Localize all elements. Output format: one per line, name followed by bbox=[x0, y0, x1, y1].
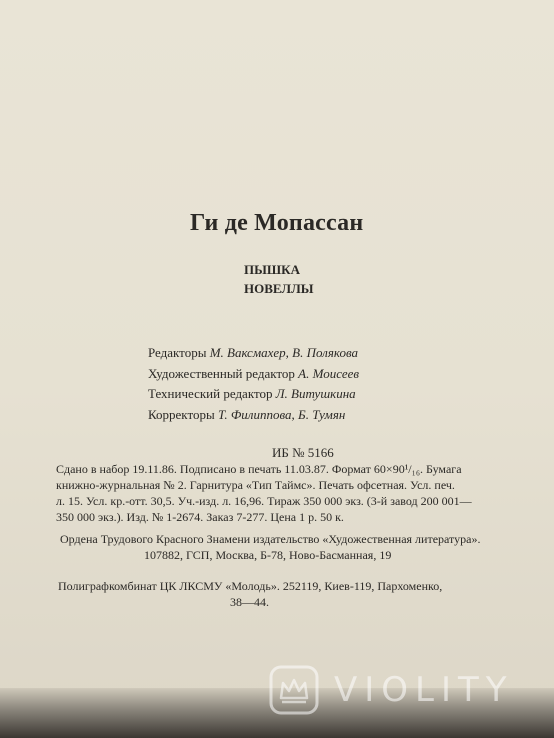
title-line-2: НОВЕЛЛЫ bbox=[244, 281, 314, 296]
print-info-line: книжно-журнальная № 2. Гарнитура «Тип Таймс». Печать офсетная. Усл. печ. bbox=[56, 478, 455, 492]
printer-line: 38—44. bbox=[230, 595, 269, 609]
publisher-block bbox=[60, 531, 480, 563]
author-name: Ги де Мопассан bbox=[190, 210, 364, 236]
credit-role: Художественный редактор bbox=[148, 365, 295, 381]
credits-block bbox=[148, 343, 359, 425]
book-title bbox=[244, 260, 314, 298]
watermark-text: VIOLITY bbox=[334, 670, 514, 710]
crown-logo-icon bbox=[268, 664, 320, 716]
publisher-line: Ордена Трудового Красного Знамени издательство «Художественная литература». bbox=[60, 532, 481, 546]
credit-names: А. Моисеев bbox=[298, 365, 360, 381]
credit-line bbox=[148, 405, 359, 426]
ib-number: ИБ № 5166 bbox=[272, 445, 334, 460]
print-info-line: Сдано в набор 19.11.86. Подписано в печать 11.03.87. Формат 60×90¹/₁₆. Бумага bbox=[56, 462, 462, 476]
credit-role: Корректоры bbox=[148, 406, 215, 422]
printer-line: Полиграфкомбинат ЦК ЛКСМУ «Молодь». 252119, Киев-119, Пархоменко, bbox=[58, 579, 443, 593]
credit-names: М. Ваксмахер, В. Полякова bbox=[209, 345, 359, 360]
print-info-line: л. 15. Усл. кр.-отт. 30,5. Уч.-изд. л. 16,96. Тираж 350 000 экз. (3-й завод 200 001— bbox=[56, 494, 472, 508]
credit-line bbox=[148, 364, 359, 385]
title-line-1: ПЫШКА bbox=[244, 262, 300, 277]
credit-line bbox=[148, 343, 359, 364]
credit-line bbox=[148, 384, 359, 405]
publisher-address: 107882, ГСП, Москва, Б-78, Ново-Басманная, 19 bbox=[144, 548, 392, 562]
printer-block bbox=[58, 578, 442, 610]
credit-names: Т. Филиппова, Б. Тумян bbox=[217, 406, 346, 422]
credit-role: Редакторы bbox=[148, 345, 207, 360]
print-info-line: 350 000 экз.). Изд. № 1-2674. Заказ 7-277. Цена 1 р. 50 к. bbox=[56, 510, 344, 524]
watermark bbox=[268, 660, 538, 720]
credit-role: Технический редактор bbox=[148, 386, 273, 401]
print-info-block bbox=[56, 461, 472, 525]
credit-names: Л. Витушкина bbox=[275, 386, 356, 401]
